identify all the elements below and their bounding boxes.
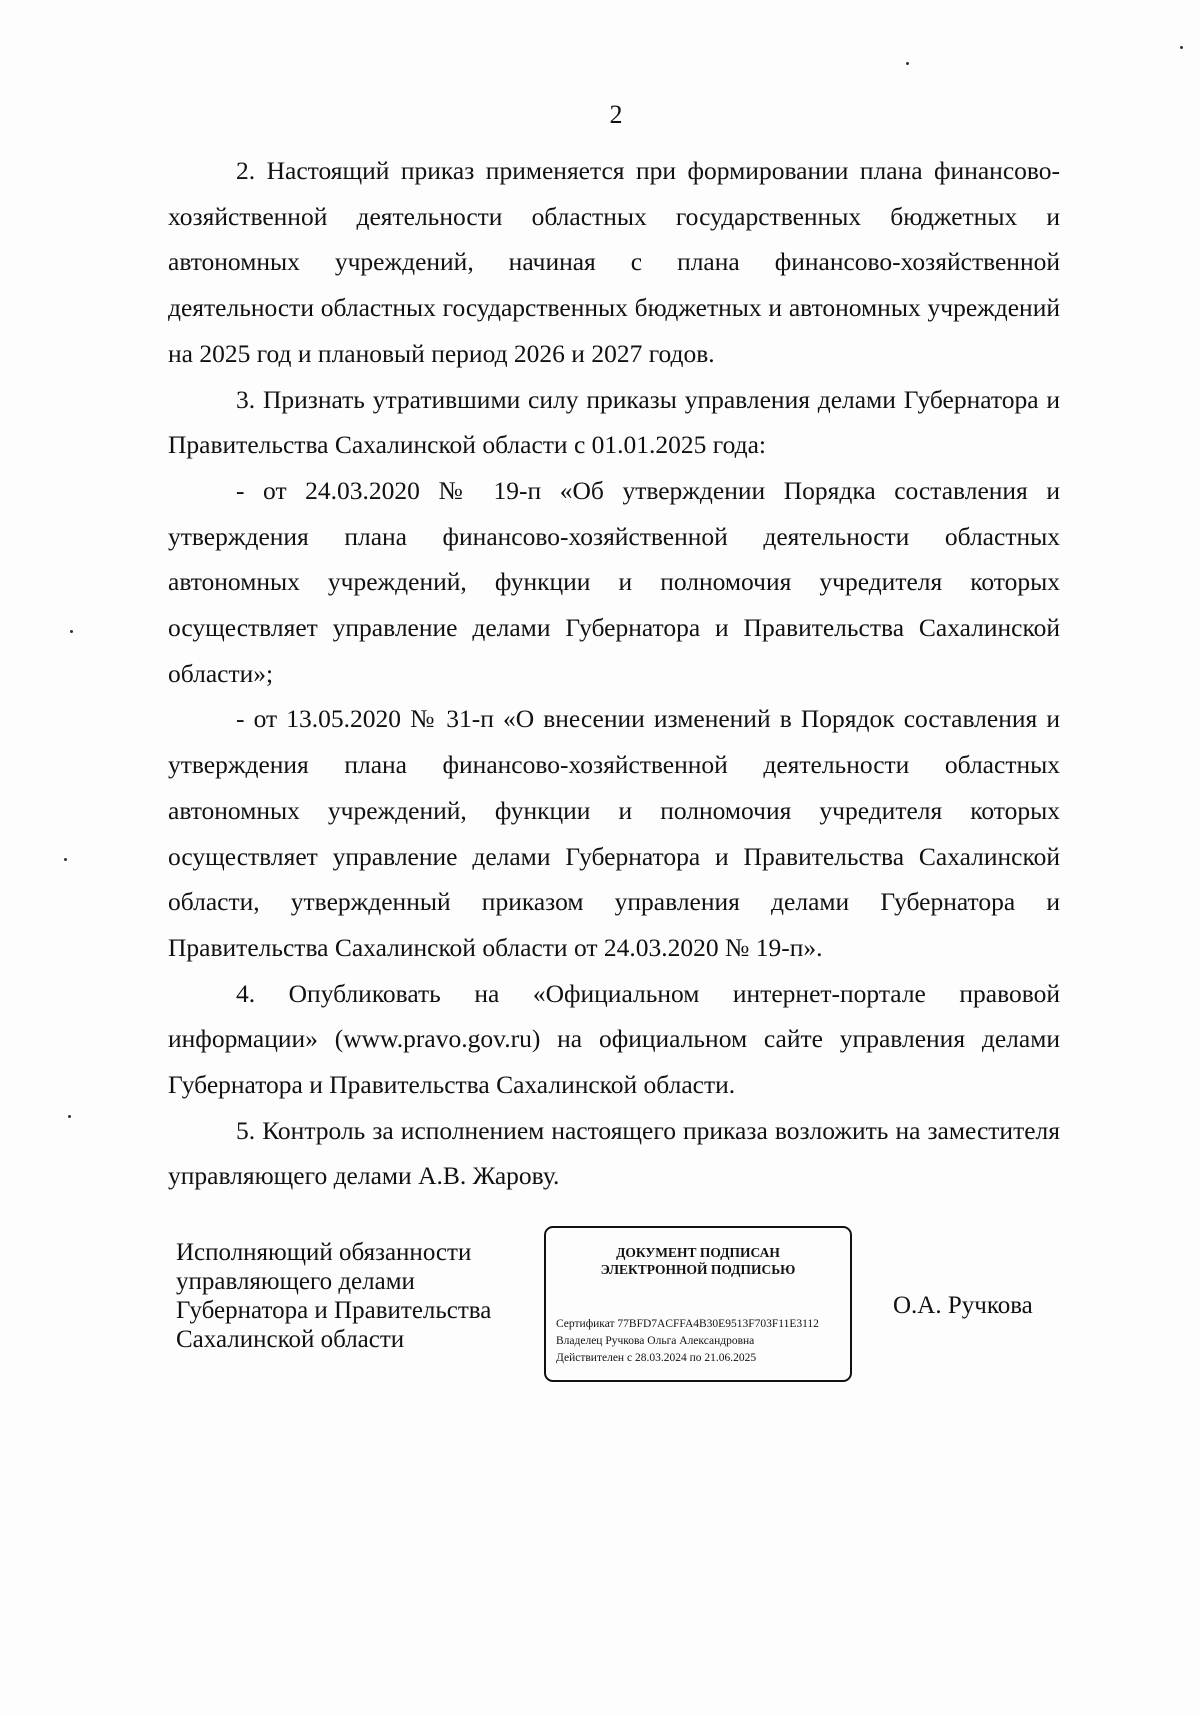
signatory-line: Сахалинской области	[176, 1326, 405, 1353]
signer-name: О.А. Ручкова	[893, 1292, 1033, 1319]
stamp-validity: Действителен с 28.03.2024 по 21.06.2025	[556, 1352, 757, 1364]
signatory-line: Губернатора и Правительства	[176, 1297, 492, 1324]
electronic-signature-stamp	[544, 1226, 852, 1382]
scan-speck	[906, 62, 909, 65]
stamp-certificate: Сертификат 77BFD7ACFFA4B30E9513F703F11E3112	[556, 1318, 819, 1330]
stamp-owner: Владелец Ручкова Ольга Александровна	[556, 1335, 755, 1347]
signatory-line: управляющего делами	[176, 1268, 415, 1295]
scan-speck	[1180, 46, 1183, 49]
paragraph-2-application: 2. Настоящий приказ применяется при формировании плана финансово-хозяйственной деятельности областных государственных бюджетных и автономных учреждений, начиная с плана финансово-хозяйственной деятельности областных государственных бюджетных и автономных учреждений на 2025 год и плановый период 2026 и 2027 годов.	[168, 156, 1060, 368]
paragraph-4-publication: 4. Опубликовать на «Официальном интернет-портале правовой информации» (www.pravo.gov.ru) на официальном сайте управления делами Губернатора и Правительства Сахалинской области.	[168, 978, 1060, 1100]
stamp-title-line: ЭЛЕКТРОННОЙ ПОДПИСЬЮ	[600, 1262, 796, 1277]
scan-speck	[64, 858, 67, 861]
scan-speck	[68, 1115, 71, 1118]
paragraph-3-repeal: 3. Признать утратившими силу приказы управления делами Губернатора и Правительства Сахалинской области с 01.01.2025 года:	[168, 384, 1060, 460]
scan-speck	[70, 630, 73, 633]
repealed-order-19p: - от 24.03.2020 № 19-п «Об утверждении Порядка составления и утверждения плана финансово-хозяйственной деятельности областных автономных учреждений, функции и полномочия учредителя которых осуществляет управление делами Губернатора и Правительства Сахалинской области»;	[168, 475, 1060, 688]
repealed-order-31p: - от 13.05.2020 № 31-п «О внесении изменений в Порядок составления и утверждения плана финансово-хозяйственной деятельности областных автономных учреждений, функции и полномочия учредителя которых осуществляет управление делами Губернатора и Правительства Сахалинской области, утвержденный приказом управления делами Губернатора и Правительства Сахалинской области от 24.03.2020 № 19-п».	[168, 704, 1060, 962]
signatory-line: Исполняющий обязанности	[176, 1239, 472, 1266]
page-number: 2	[609, 100, 623, 129]
signatory-position	[176, 1238, 536, 1354]
stamp-title	[546, 1244, 850, 1278]
stamp-details	[556, 1316, 850, 1367]
stamp-title-line: ДОКУМЕНТ ПОДПИСАН	[616, 1245, 780, 1260]
paragraph-5-control: 5. Контроль за исполнением настоящего приказа возложить на заместителя управляющего делами А.В. Жарову.	[168, 1115, 1060, 1191]
order-body	[168, 148, 1060, 1199]
